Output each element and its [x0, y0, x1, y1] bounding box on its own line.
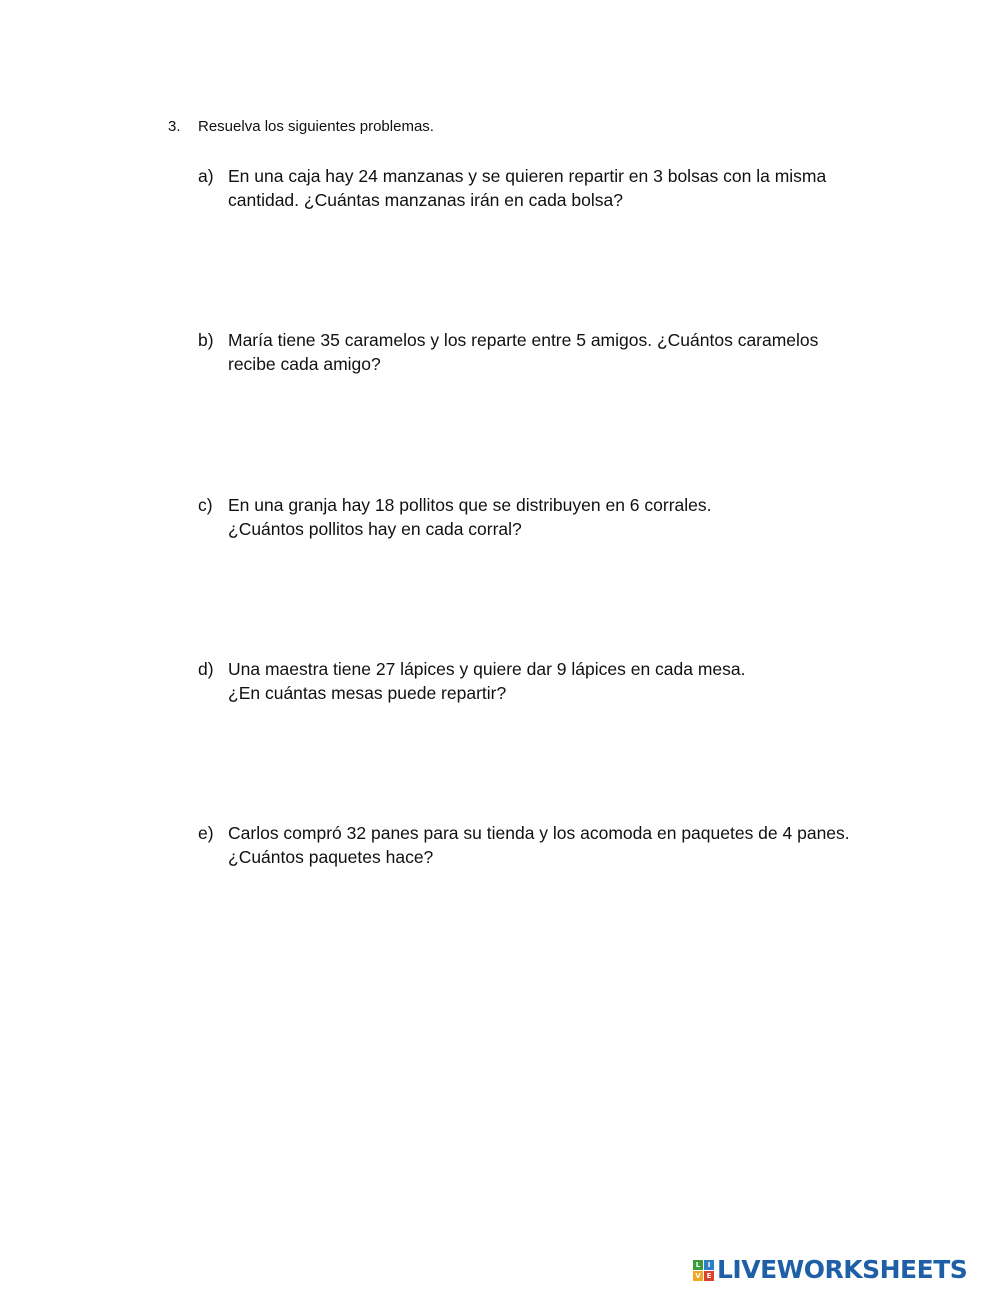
liveworksheets-logo — [693, 1255, 967, 1285]
instruction-text: Resuelva los siguientes problemas. — [198, 118, 434, 135]
problem-letter: e) — [198, 823, 214, 843]
problem-text — [228, 164, 898, 212]
problem-line: En una granja hay 18 pollitos que se distribuyen en 6 corrales. — [228, 495, 712, 515]
problem-c — [198, 493, 898, 541]
problem-text — [228, 493, 898, 541]
problem-letter: a) — [198, 166, 214, 186]
logo-mark-e: E — [704, 1271, 714, 1281]
problem-line: En una caja hay 24 manzanas y se quieren repartir en 3 bolsas con la misma — [228, 166, 827, 186]
problem-text — [228, 328, 898, 376]
logo-mark-v: V — [693, 1271, 703, 1281]
problem-letter: b) — [198, 330, 214, 350]
problem-line: recibe cada amigo? — [228, 354, 381, 374]
problem-line: ¿En cuántas mesas puede repartir? — [228, 683, 507, 703]
problem-line: Carlos compró 32 panes para su tienda y los acomoda en paquetes de 4 panes. — [228, 823, 850, 843]
problem-line: ¿Cuántos pollitos hay en cada corral? — [228, 519, 522, 539]
problem-letter: d) — [198, 659, 214, 679]
logo-mark-l: L — [693, 1260, 703, 1270]
problem-letter: c) — [198, 495, 213, 515]
problem-line: Una maestra tiene 27 lápices y quiere dar 9 lápices en cada mesa. — [228, 659, 746, 679]
problem-d — [198, 657, 898, 705]
problem-b — [198, 328, 898, 376]
problem-text — [228, 657, 898, 705]
problem-line: ¿Cuántos paquetes hace? — [228, 847, 434, 867]
liveworksheets-logo-icon — [693, 1260, 714, 1281]
problem-line: María tiene 35 caramelos y los reparte entre 5 amigos. ¿Cuántos caramelos — [228, 330, 819, 350]
liveworksheets-logo-text: LIVEWORKSHEETS — [717, 1255, 968, 1284]
problem-text — [228, 821, 898, 869]
logo-mark-i: I — [704, 1260, 714, 1270]
problem-line: cantidad. ¿Cuántas manzanas irán en cada bolsa? — [228, 190, 623, 210]
problem-e — [198, 821, 898, 869]
instruction — [168, 117, 434, 137]
problem-a — [198, 164, 898, 212]
instruction-number: 3. — [168, 118, 181, 135]
